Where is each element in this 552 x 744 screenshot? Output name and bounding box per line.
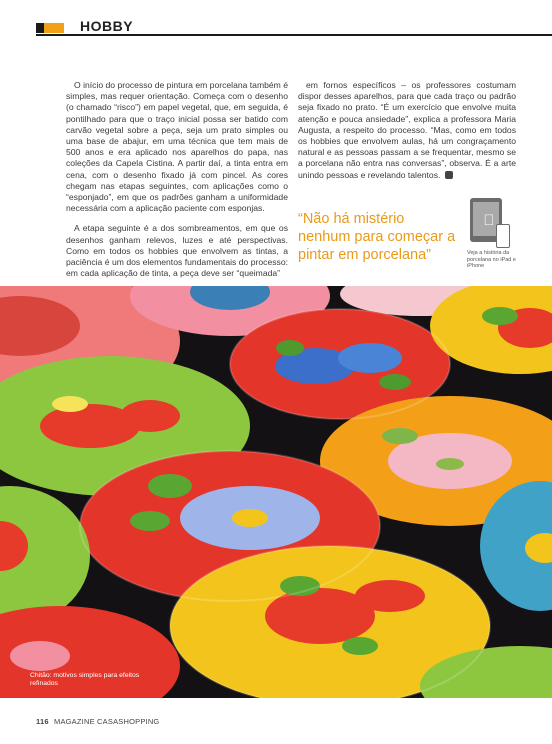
phone-icon[interactable] [496, 224, 510, 248]
page-number: 116 [36, 717, 49, 726]
tablet-caption: Veja a história da porcelana no iPad e iPhone [467, 250, 516, 269]
article-column-left [66, 80, 288, 288]
header-rule [36, 34, 552, 36]
article-paragraph: A etapa seguinte é a dos sombreamentos, em que os desenhos ganham relevos, luzes e até perspectivas. Como em todos os hobbies que envolvem as tintas, a paciência é um dos elementos fundamentais do processo: em cada aplicação de tinta, a peça deve ser “queimada” [66, 223, 288, 279]
section-title: HOBBY [80, 18, 134, 34]
page-footer [36, 717, 159, 726]
header-mark-accent [44, 23, 64, 33]
end-of-article-icon [445, 171, 453, 179]
pull-quote: “Não há mistério nenhum para começar a pintar em porcelana” [298, 211, 456, 263]
apple-logo-icon [481, 212, 497, 230]
article-column-right [298, 80, 516, 190]
plates-illustration [0, 286, 552, 698]
photo-caption: Chitão: motivos simples para efeitos refinados [30, 672, 140, 687]
article-paragraph: O início do processo de pintura em porcelana também é simples, mas requer orientação. Começa com o desenho (o chamado “risco”) em papel vegetal, que, em seguida, é pontilhado para que o traço inicial possa ser batido com carvão vegetal sobre a peça, seja um prato simples ou uma base de abajur, em uma técnica que tem mais de 500 anos e era aplicado nos aparelhos do papa, nas coleções da Capela Cistina. A partir daí, a tinta entra em cena, com o desenho fixado já com pincel. As cores chegam nas etapas seguintes, com aplicações como o “esponjado”, em que os padrões ganham a uniformidade necessária com a aplicação paciente com esponjas. [66, 80, 289, 214]
header-mark-dark [36, 23, 44, 33]
article-paragraph: em fornos específicos – os professores costumam dispor desses aparelhos, para que cada traço ou padrão seja fixado no prato. “É um exercício que envolve muita atenção e pouca ansiedade”, explica a professora Maria Augusta, a respeito do processo. “Mas, como em todos os hobbies que envolvem aulas, há um congraçamento natural e as pessoas passam a se frequentar, mesmo se a porcelana não entra nas conversas”, observa. É a arte unindo pessoas e revelando talentos. [298, 80, 516, 180]
plates-photo [0, 286, 552, 698]
magazine-name: MAGAZINE CASASHOPPING [54, 717, 160, 726]
